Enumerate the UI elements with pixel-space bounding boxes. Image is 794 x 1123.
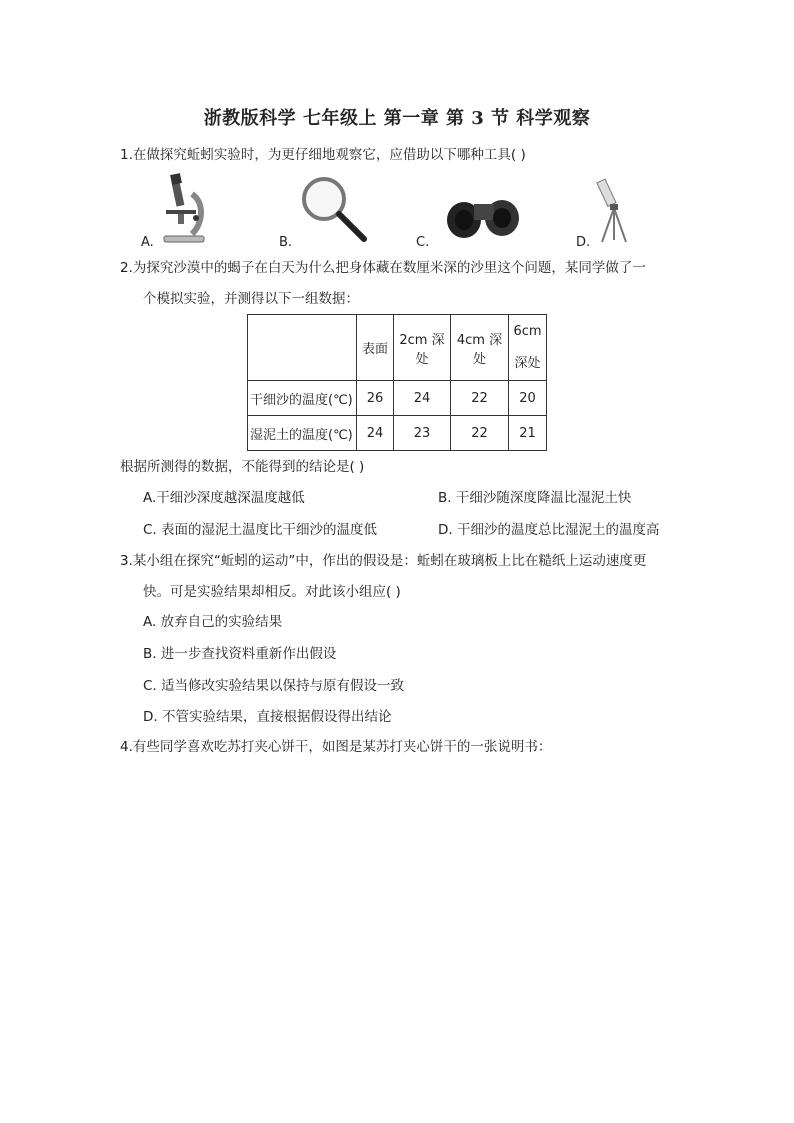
- q3-stem-line2: 快。可是实验结果却相反。对此该小组应( ): [143, 584, 401, 600]
- q1-option-d-label: D.: [576, 235, 591, 250]
- table-header-row: [248, 315, 547, 381]
- q1-stem: 1.在做探究蚯蚓实验时，为更仔细地观察它，应借助以下哪种工具( ): [120, 147, 526, 163]
- table-header-4cm: 4cm 深处: [451, 315, 509, 381]
- table-cell: 21: [509, 416, 547, 451]
- binoculars-icon: [444, 190, 524, 244]
- q3-option-d: D. 不管实验结果，直接根据假设得出结论: [143, 709, 392, 725]
- table-row-label: 湿泥土的温度(℃): [248, 416, 357, 451]
- q2-option-c: C. 表面的湿泥土温度比干细沙的温度低: [143, 522, 378, 538]
- table-cell: 22: [451, 381, 509, 416]
- q3-option-c: C. 适当修改实验结果以保持与原有假设一致: [143, 678, 405, 694]
- table-header-6cm-top: 6cm: [513, 323, 542, 339]
- q1-option-c-label: C.: [416, 235, 430, 250]
- q3-option-a: A. 放弃自己的实验结果: [143, 614, 283, 630]
- q1-option-a-label: A.: [141, 235, 154, 250]
- table-header-6cm-bottom: 深处: [514, 355, 541, 371]
- q1-option-b-label: B.: [279, 235, 293, 250]
- table-cell: 24: [357, 416, 394, 451]
- telescope-icon: [594, 178, 634, 244]
- q2-option-b: B. 干细沙随深度降温比湿泥土快: [438, 490, 632, 506]
- table-header-surface: 表面: [357, 315, 394, 381]
- table-cell: 23: [394, 416, 451, 451]
- q3-stem-line1: 3.某小组在探究“蚯蚓的运动”中，作出的假设是：蚯蚓在玻璃板上比在糙纸上运动速度更: [120, 553, 647, 569]
- table-cell: 20: [509, 381, 547, 416]
- microscope-icon: [158, 172, 214, 244]
- q2-option-d: D. 干细沙的温度总比湿泥土的温度高: [438, 522, 660, 538]
- q2-question: 根据所测得的数据，不能得到的结论是( ): [120, 459, 365, 475]
- table-cell: 26: [357, 381, 394, 416]
- q2-stem-line2: 个模拟实验，并测得以下一组数据：: [143, 291, 359, 307]
- q2-option-a: A.干细沙深度越深温度越低: [143, 490, 305, 506]
- q3-option-b: B. 进一步查找资料重新作出假设: [143, 646, 337, 662]
- page-title: 浙教版科学 七年级上 第一章 第 3 节 科学观察: [203, 108, 591, 129]
- q4-stem: 4.有些同学喜欢吃苏打夹心饼干，如图是某苏打夹心饼干的一张说明书：: [120, 739, 552, 755]
- table-row: [248, 381, 547, 416]
- table-header-6cm: [509, 315, 547, 381]
- data-table: [247, 314, 547, 451]
- table-cell: 24: [394, 381, 451, 416]
- table-row: [248, 416, 547, 451]
- q2-stem-line1: 2.为探究沙漠中的蝎子在白天为什么把身体藏在数厘米深的沙里这个问题，某同学做了一: [120, 260, 646, 276]
- table-cell: 22: [451, 416, 509, 451]
- table-row-label: 干细沙的温度(℃): [248, 381, 357, 416]
- table-header-empty: [248, 315, 357, 381]
- magnifier-icon: [298, 175, 370, 245]
- table-header-2cm: 2cm 深处: [394, 315, 451, 381]
